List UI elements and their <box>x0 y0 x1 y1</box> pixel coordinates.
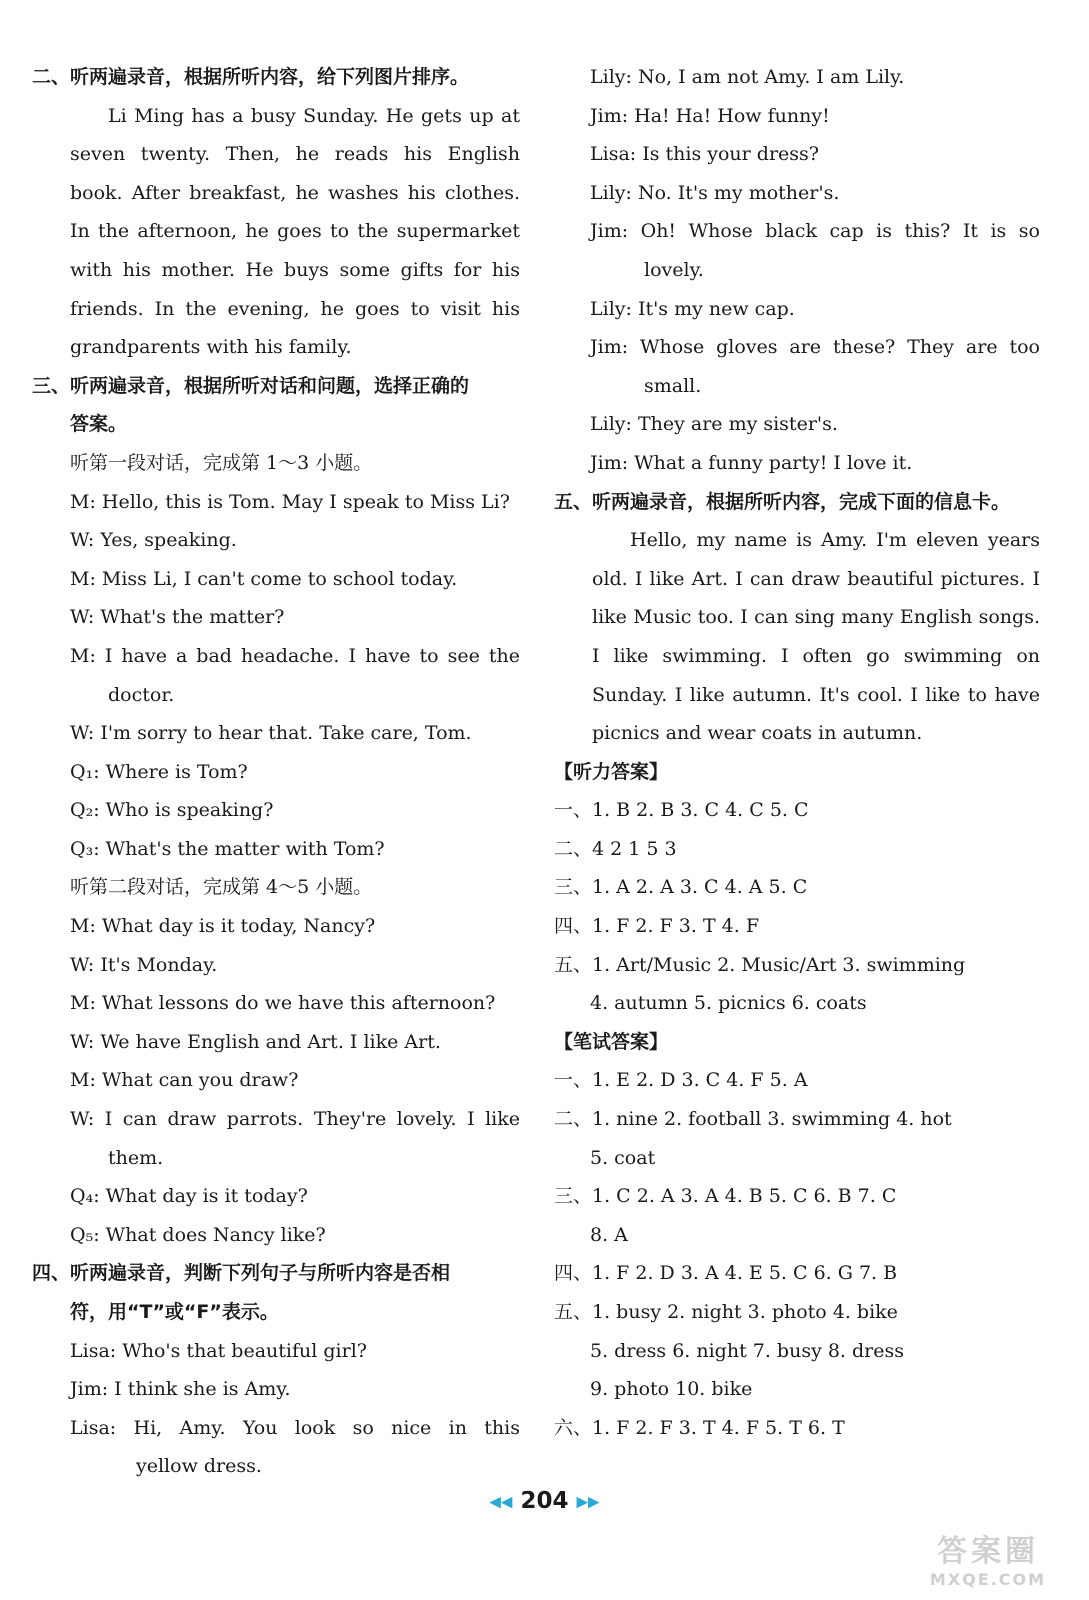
text-line: M: What lessons do we have this afternoon? <box>70 992 496 1015</box>
text-line: 一、1. B 2. B 3. C 4. C 5. C <box>554 799 809 822</box>
text-line: grandparents with his family. <box>70 336 352 359</box>
section-heading: 四、听两遍录音，判断下列句子与所听内容是否相 <box>32 1262 451 1285</box>
text-line: doctor. <box>108 683 175 706</box>
text-line: like Music too. I can sing many English songs. <box>592 606 1040 629</box>
section-heading: 符，用“T”或“F”表示。 <box>70 1301 279 1323</box>
section-heading: 五、听两遍录音，根据所听内容，完成下面的信息卡。 <box>554 490 1011 513</box>
text-line: 一、1. E 2. D 3. C 4. F 5. A <box>554 1069 808 1092</box>
text-line: I like swimming. I often go swimming on <box>592 644 1040 667</box>
text-line: Q₃: What's the matter with Tom? <box>70 837 385 860</box>
text-line: Q₁: Where is Tom? <box>70 760 248 783</box>
prev-arrow-icon: ◀◀ <box>489 1492 513 1511</box>
text-line: friends. In the evening, he goes to visit his <box>70 297 520 320</box>
text-line: Q₄: What day is it today? <box>70 1185 308 1208</box>
text-line: old. I like Art. I can draw beautiful pictures. I <box>592 567 1040 590</box>
text-line: W: What's the matter? <box>70 606 285 629</box>
text-line: 4. autumn 5. picnics 6. coats <box>590 992 867 1015</box>
text-line: 二、4 2 1 5 3 <box>554 837 677 860</box>
text-line: with his mother. He buys some gifts for his <box>70 258 520 281</box>
page-number: 204 <box>520 1488 569 1514</box>
section-heading: 二、听两遍录音，根据所听内容，给下列图片排序。 <box>32 66 470 88</box>
text-line: Q₅: What does Nancy like? <box>70 1223 326 1246</box>
left-column <box>32 58 520 1486</box>
page-footer <box>0 1488 1089 1514</box>
text-line: Lily: No. It's my mother's. <box>590 181 840 204</box>
text-line: picnics and wear coats in autumn. <box>592 722 923 745</box>
text-line: W: We have English and Art. I like Art. <box>70 1030 441 1053</box>
right-column <box>554 58 1040 1447</box>
text-line: lovely. <box>644 258 704 281</box>
text-line: W: I can draw parrots. They're lovely. I like <box>70 1108 520 1131</box>
text-line: Lisa: Hi, Amy. You look so nice in this <box>70 1416 520 1439</box>
text-line: 听第一段对话，完成第 1～3 小题。 <box>70 451 373 474</box>
text-line: M: I have a bad headache. I have to see the <box>70 644 520 667</box>
text-line: Li Ming has a busy Sunday. He gets up at <box>108 104 520 127</box>
text-line: Lily: No, I am not Amy. I am Lily. <box>590 66 905 88</box>
text-line: Sunday. I like autumn. It's cool. I like to have <box>592 683 1040 706</box>
text-line: Q₂: Who is speaking? <box>70 799 274 822</box>
text-line: W: It's Monday. <box>70 953 218 976</box>
text-line: 5. coat <box>590 1146 656 1169</box>
text-line: 五、1. Art/Music 2. Music/Art 3. swimming <box>554 953 966 976</box>
text-line: yellow dress. <box>136 1455 262 1478</box>
section-heading: 答案。 <box>70 413 128 436</box>
text-line: M: Hello, this is Tom. May I speak to Miss Li? <box>70 490 510 513</box>
text-line: M: Miss Li, I can't come to school today. <box>70 567 458 590</box>
text-line: Lily: They are my sister's. <box>590 413 838 436</box>
text-line: W: I'm sorry to hear that. Take care, Tom. <box>70 722 472 745</box>
text-line: 六、1. F 2. F 3. T 4. F 5. T 6. T <box>554 1416 845 1439</box>
text-line: 四、1. F 2. D 3. A 4. E 5. C 6. G 7. B <box>554 1262 898 1285</box>
watermark-title: 答案圈 <box>937 1534 1039 1569</box>
text-line: them. <box>108 1146 164 1169</box>
text-line: Jim: What a funny party! I love it. <box>590 451 913 474</box>
watermark-url: MXQE.COM <box>929 1570 1047 1589</box>
text-line: Lisa: Is this your dress? <box>590 143 819 166</box>
text-line: 5. dress 6. night 7. busy 8. dress <box>590 1339 905 1362</box>
text-line: W: Yes, speaking. <box>70 529 237 552</box>
text-line: small. <box>644 374 702 397</box>
text-line: Jim: Whose gloves are these? They are too <box>590 336 1040 359</box>
next-arrow-icon: ▶▶ <box>576 1492 600 1511</box>
text-line: 三、1. C 2. A 3. A 4. B 5. C 6. B 7. C <box>554 1185 897 1208</box>
text-line: 9. photo 10. bike <box>590 1378 753 1401</box>
watermark-logo <box>913 1526 1063 1589</box>
text-line: Lisa: Who's that beautiful girl? <box>70 1339 367 1362</box>
text-line: 8. A <box>590 1223 628 1246</box>
text-line: Jim: Oh! Whose black cap is this? It is so <box>590 220 1040 243</box>
text-line: M: What can you draw? <box>70 1069 299 1092</box>
text-line: seven twenty. Then, he reads his English <box>70 143 520 166</box>
section-heading: 三、听两遍录音，根据所听对话和问题，选择正确的 <box>32 374 470 397</box>
text-line: book. After breakfast, he washes his clothes. <box>70 181 520 204</box>
text-line: M: What day is it today, Nancy? <box>70 915 376 938</box>
text-line: 五、1. busy 2. night 3. photo 4. bike <box>554 1301 898 1323</box>
text-line: 听第二段对话，完成第 4～5 小题。 <box>70 876 373 899</box>
text-line: Hello, my name is Amy. I'm eleven years <box>630 529 1040 552</box>
text-line: Jim: I think she is Amy. <box>70 1378 291 1401</box>
text-line: In the afternoon, he goes to the supermarket <box>70 220 520 243</box>
text-line: Jim: Ha! Ha! How funny! <box>590 104 830 127</box>
text-line: Lily: It's my new cap. <box>590 297 795 320</box>
text-line: 二、1. nine 2. football 3. swimming 4. hot <box>554 1108 952 1131</box>
text-line: 三、1. A 2. A 3. C 4. A 5. C <box>554 876 808 899</box>
section-heading: 【笔试答案】 <box>554 1030 669 1053</box>
section-heading: 【听力答案】 <box>554 760 669 783</box>
text-line: 四、1. F 2. F 3. T 4. F <box>554 915 760 938</box>
